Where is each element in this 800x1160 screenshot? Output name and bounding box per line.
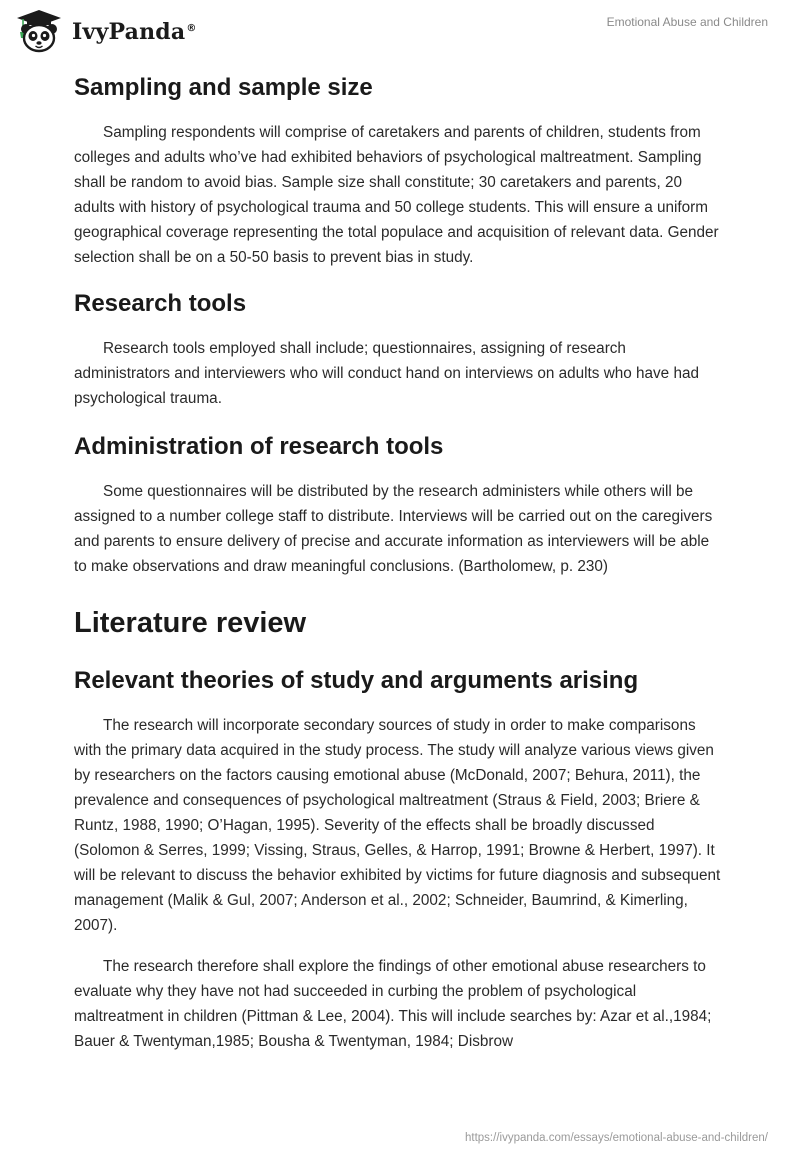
brand-name-text: IvyPanda [72, 19, 186, 45]
page-header [0, 0, 800, 60]
paragraph-theories-2: The research therefore shall explore the findings of other emotional abuse researchers to evaluate why they have not had succeeded in curbing the problem of psychological maltreatment in children (Pittman & Lee, 2004). This will include searches by: Azar et al.,1984; Bauer & Twentyman,1985; Bousha & Twentyman, 1984; Disbrow [74, 958, 712, 1050]
heading-sampling: Sampling and sample size [74, 74, 373, 101]
paragraph-research-tools: Research tools employed shall include; questionnaires, assigning of research administrators and interviewers who will conduct hand on interviews on adults who have had psychological trauma. [74, 340, 699, 407]
heading-administration: Administration of research tools [74, 433, 444, 460]
heading-relevant-theories: Relevant theories of study and arguments arising [74, 667, 639, 694]
brand-registered-mark: ® [186, 22, 197, 34]
paragraph-sampling: Sampling respondents will comprise of caretakers and parents of children, students from colleges and adults who’ve had exhibited behaviors of psychological maltreatment. Sampling shall be random to avoid bias. Sample size shall constitute; 30 caretakers and parents, 20 adults with history of psychological trauma and 50 college students. This will ensure a uniform geographical coverage representing the total populace and acquisition of relevant data. Gender selection shall be on a 50-50 basis to prevent bias in study. [74, 124, 719, 266]
paragraph-administration: Some questionnaires will be distributed by the research administers while others will be assigned to a number college staff to distribute. Interviews will be carried out on the caregivers and parents to ensure delivery of precise and accurate information as interviewers will be able to make observations and draw meaningful conclusions. (Bartholomew, p. 230) [74, 483, 713, 575]
paragraph-theories-1: The research will incorporate secondary sources of study in order to make comparisons with the primary data acquired in the study process. The study will analyze various views given by researchers on the factors causing emotional abuse (McDonald, 2007; Behura, 2011), the prevalence and consequences of psychological maltreatment (Straus & Field, 2003; Briere & Runtz, 1988, 1990; O’Hagan, 1995). Severity of the effects shall be broadly discussed (Solomon & Serres, 1999; Vissing, Straus, Gelles, & Harrop, 1991; Browne & Herbert, 1997). It will be relevant to discuss the behavior exhibited by victims for future diagnosis and subsequent management (Malik & Gul, 2007; Anderson et al., 2002; Schneider, Baumrind, & Kimerling, 2007). [74, 717, 721, 934]
footer-url-link[interactable]: https://ivypanda.com/essays/emotional-abuse-and-children/ [465, 1132, 768, 1144]
document-title: Emotional Abuse and Children [606, 15, 768, 29]
brand-name [72, 19, 197, 45]
heading-literature-review: Literature review [74, 607, 307, 639]
heading-research-tools: Research tools [74, 290, 247, 317]
brand-logo[interactable] [14, 8, 197, 54]
panda-graduate-icon [14, 8, 64, 54]
document-body [74, 70, 724, 1054]
